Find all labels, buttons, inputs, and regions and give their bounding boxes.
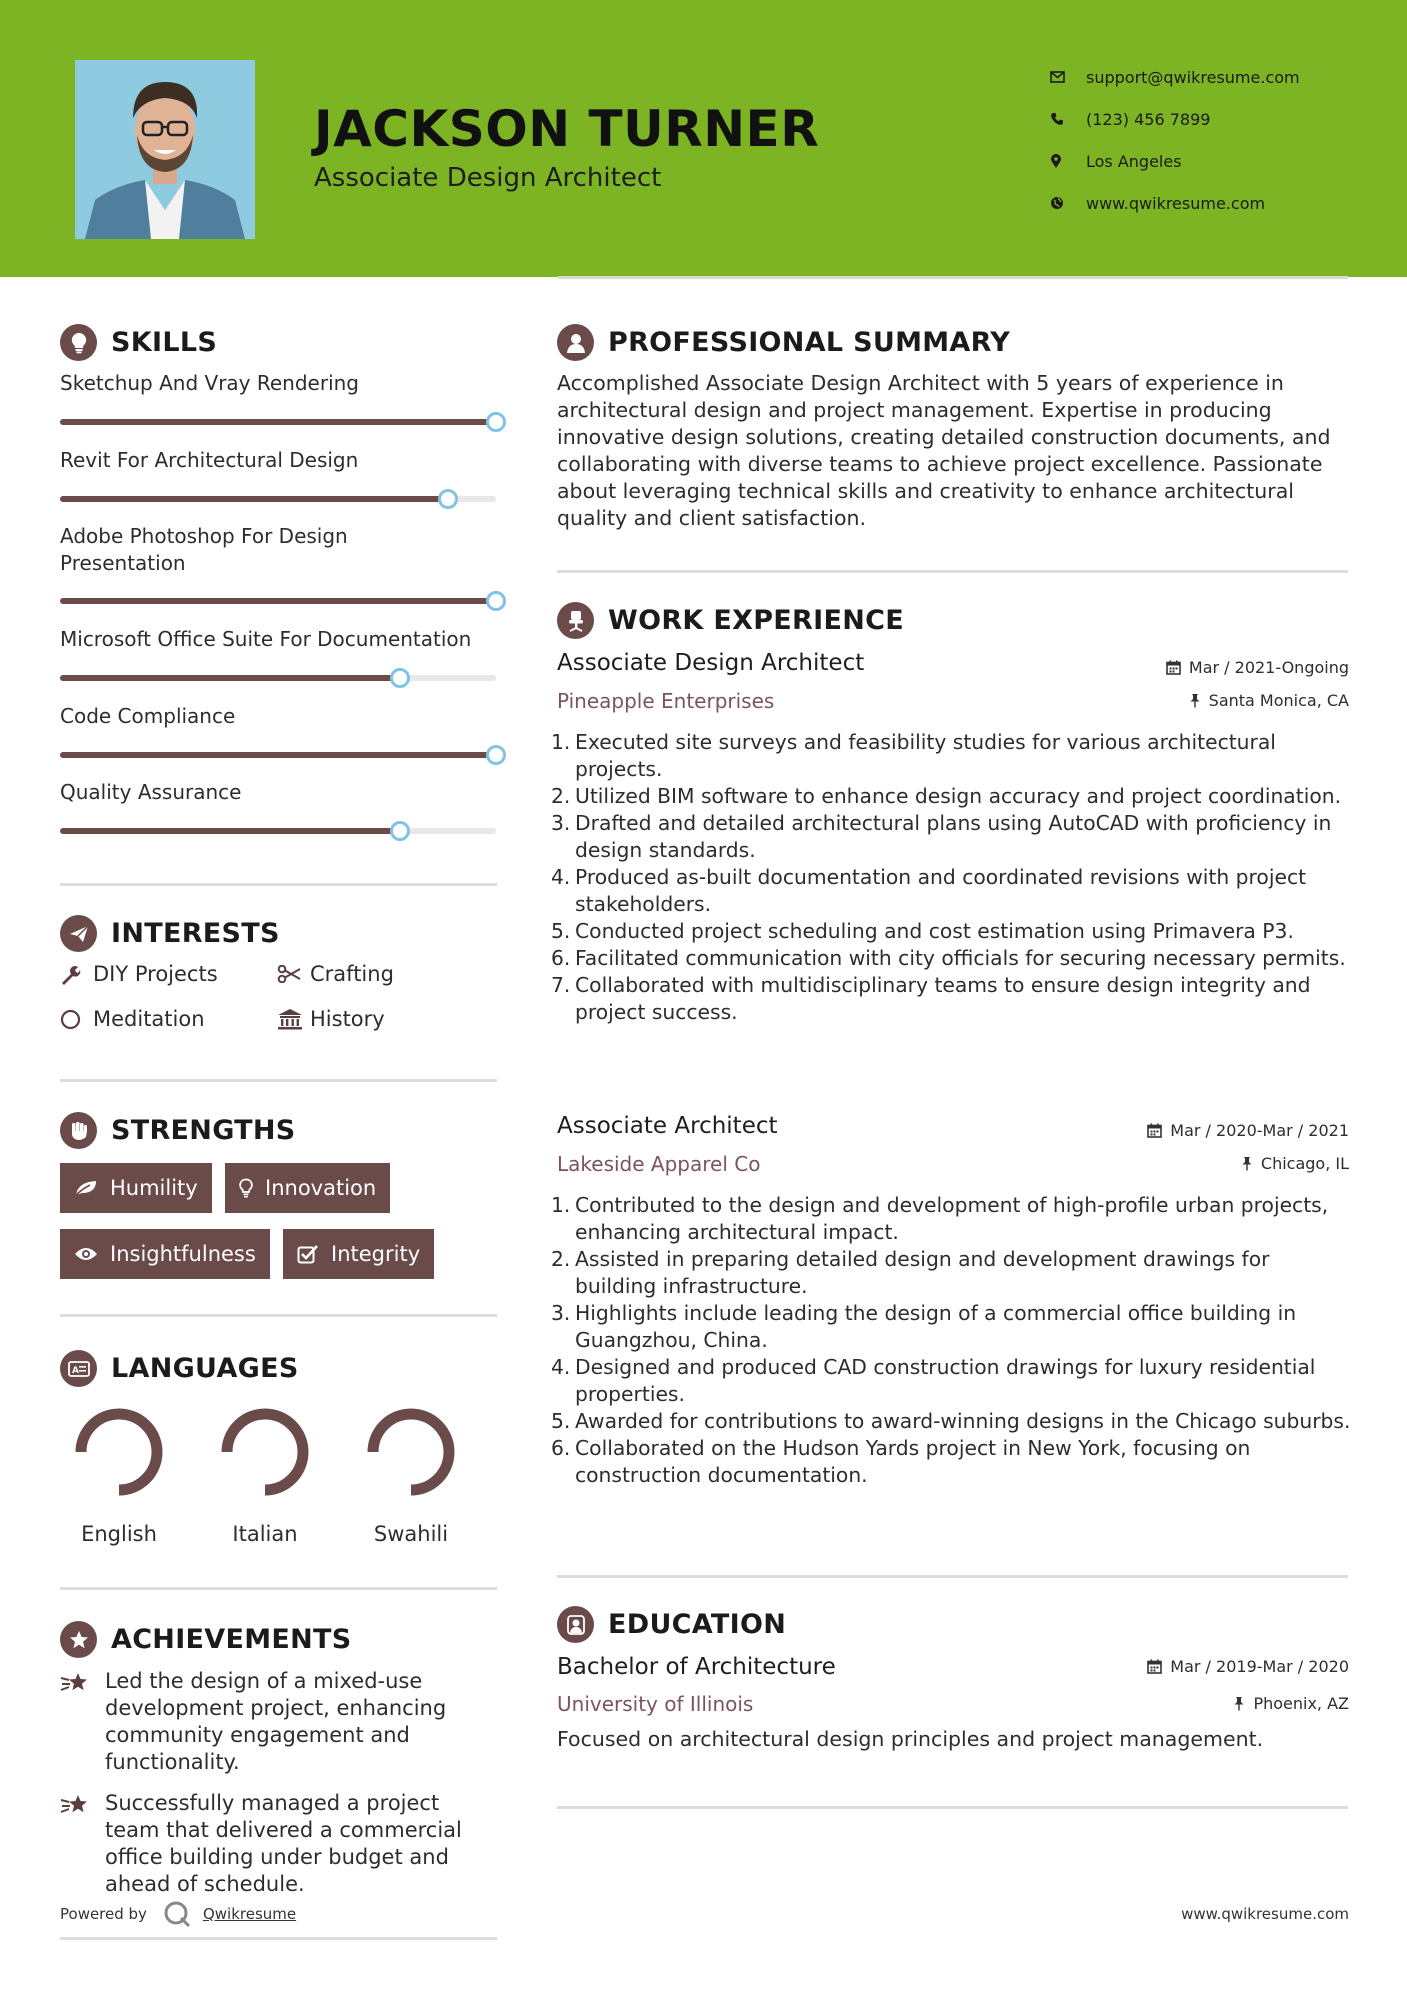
job-title: Associate Architect xyxy=(557,1113,778,1139)
education-location-text: Phoenix, AZ xyxy=(1253,1694,1349,1713)
pushpin-icon xyxy=(1189,693,1201,708)
contact-phone[interactable] xyxy=(1050,98,1300,140)
skill-label: Sketchup And Vray Rendering xyxy=(60,371,360,395)
qwikresume-link[interactable]: Qwikresume xyxy=(202,1905,297,1923)
work-heading xyxy=(557,602,904,639)
achievement-item xyxy=(60,1790,500,1898)
candidate-name: JACKSON TURNER xyxy=(314,100,820,158)
job-bullet: 2. Utilized BIM software to enhance design accuracy and project coordination. xyxy=(551,784,1342,808)
interest-label: Meditation xyxy=(93,1007,205,1031)
footer-url[interactable]: www.qwikresume.com xyxy=(1181,1905,1349,1923)
achievements-heading xyxy=(60,1621,352,1658)
leaf-icon xyxy=(74,1179,98,1197)
interests-heading xyxy=(60,915,280,952)
pushpin-icon xyxy=(1233,1696,1245,1711)
skill-item xyxy=(60,370,496,397)
job-bullet: 3. Highlights include leading the design of a commercial office building in Guangzhou, China. xyxy=(551,1301,1297,1352)
section-divider xyxy=(60,1937,497,1940)
strength-label: Integrity xyxy=(331,1242,421,1266)
achievement-item xyxy=(60,1668,500,1776)
skill-label: Quality Assurance xyxy=(60,780,242,804)
skill-bar xyxy=(60,419,496,425)
strength-label: Humility xyxy=(110,1176,198,1200)
job-date xyxy=(1166,658,1349,677)
section-divider xyxy=(60,1587,497,1590)
map-pin-icon xyxy=(1050,154,1086,169)
job-location xyxy=(1241,1154,1349,1173)
language-label: Swahili xyxy=(373,1522,449,1546)
skill-bar xyxy=(60,675,496,681)
job-location xyxy=(1189,691,1349,710)
language-icon xyxy=(60,1350,97,1387)
skill-item xyxy=(60,779,496,806)
job-date-text: Mar / 2020-Mar / 2021 xyxy=(1170,1121,1349,1140)
skills-title: SKILLS xyxy=(111,327,218,358)
phone-icon xyxy=(1050,112,1086,126)
qwikresume-logo-icon xyxy=(163,1900,191,1928)
eye-icon xyxy=(74,1246,98,1262)
strength-label: Insightfulness xyxy=(110,1242,256,1266)
powered-by xyxy=(60,1900,296,1928)
calendar-icon xyxy=(1147,1123,1162,1138)
contact-website-text: www.qwikresume.com xyxy=(1086,193,1266,213)
contact-list xyxy=(1050,56,1300,224)
interest-label: Crafting xyxy=(310,962,394,986)
achievement-text: Led the design of a mixed-use development project, enhancing community engagement and functionality. xyxy=(105,1669,447,1774)
job-title: Associate Design Architect xyxy=(557,650,865,676)
interest-item xyxy=(277,1007,385,1031)
work-title: WORK EXPERIENCE xyxy=(608,605,904,636)
powered-by-label: Powered by xyxy=(60,1905,147,1923)
strength-tag xyxy=(60,1229,270,1279)
education-date-text: Mar / 2019-Mar / 2020 xyxy=(1170,1657,1349,1676)
section-divider xyxy=(60,1079,497,1082)
skill-item xyxy=(60,626,496,653)
job-bullet: 4. Produced as-built documentation and coordinated revisions with project stakeholders. xyxy=(551,865,1307,916)
resume-header xyxy=(0,0,1407,277)
skill-label: Microsoft Office Suite For Documentation xyxy=(60,627,472,651)
school-name: University of Illinois xyxy=(557,1692,754,1716)
education-date xyxy=(1147,1657,1349,1676)
interest-item xyxy=(277,962,394,986)
language-ring xyxy=(71,1404,167,1500)
contact-email[interactable] xyxy=(1050,56,1300,98)
skill-item xyxy=(60,447,496,474)
job-date-text: Mar / 2021-Ongoing xyxy=(1188,658,1349,677)
profile-photo xyxy=(75,60,255,239)
scissors-icon xyxy=(277,965,310,983)
summary-title: PROFESSIONAL SUMMARY xyxy=(608,327,1011,358)
education-location xyxy=(1233,1694,1349,1713)
job-bullet: 2. Assisted in preparing detailed design and development drawings for building infrastructure. xyxy=(551,1247,1270,1298)
skill-label: Revit For Architectural Design xyxy=(60,448,359,472)
job-location-text: Chicago, IL xyxy=(1260,1154,1349,1173)
skill-item xyxy=(60,523,420,577)
paper-plane-icon xyxy=(60,915,97,952)
language-ring xyxy=(217,1404,313,1500)
section-divider xyxy=(557,1575,1348,1578)
job-bullet: 5. Awarded for contributions to award-winning designs in the Chicago suburbs. xyxy=(551,1409,1351,1433)
job-bullet: 4. Designed and produced CAD construction drawings for luxury residential properties. xyxy=(551,1355,1316,1406)
calendar-icon xyxy=(1166,660,1181,675)
education-title: EDUCATION xyxy=(608,1609,787,1640)
achievements-title: ACHIEVEMENTS xyxy=(111,1624,352,1655)
interests-title: INTERESTS xyxy=(111,918,280,949)
skill-bar xyxy=(60,496,496,502)
section-divider xyxy=(557,1806,1348,1809)
office-chair-icon xyxy=(557,602,594,639)
language-item xyxy=(351,1404,471,1546)
header-divider xyxy=(558,276,1348,279)
skills-heading xyxy=(60,324,217,361)
job-bullet: 6. Facilitated communication with city officials for securing necessary permits. xyxy=(551,946,1346,970)
strength-tag xyxy=(225,1163,390,1213)
education-description: Focused on architectural design principles and project management. xyxy=(557,1727,1264,1751)
language-item xyxy=(205,1404,325,1546)
wrench-icon xyxy=(60,964,93,985)
job-date xyxy=(1147,1121,1349,1140)
skill-label: Code Compliance xyxy=(60,704,236,728)
skill-bar xyxy=(60,598,496,604)
strengths-title: STRENGTHS xyxy=(111,1115,296,1146)
job-company: Pineapple Enterprises xyxy=(557,689,775,713)
globe-icon xyxy=(1050,196,1086,210)
degree-title: Bachelor of Architecture xyxy=(557,1654,836,1680)
summary-text: Accomplished Associate Design Architect with 5 years of experience in architectural design and project management. Expertise in producing innovative design solutions, creating detailed construction documents, and collaborating with diverse teams to achieve project excellence. Passionate about leveraging technical skills and creativity to enhance architectural quality and client satisfaction. xyxy=(557,371,1331,530)
fist-icon xyxy=(60,1112,97,1149)
section-divider xyxy=(60,1314,497,1317)
graduate-icon xyxy=(557,1606,594,1643)
lightbulb-icon xyxy=(239,1178,253,1198)
shooting-star-icon xyxy=(60,1790,105,1898)
language-ring xyxy=(363,1404,459,1500)
strength-tag xyxy=(283,1229,434,1279)
job-bullet: 7. Collaborated with multidisciplinary teams to ensure design integrity and project success. xyxy=(551,973,1311,1024)
contact-phone-text: (123) 456 7899 xyxy=(1086,109,1211,129)
education-heading xyxy=(557,1606,786,1643)
shooting-star-icon xyxy=(60,1668,105,1776)
contact-location xyxy=(1050,140,1300,182)
star-badge-icon xyxy=(60,1621,97,1658)
interest-item xyxy=(60,962,218,986)
svg-text:A: A xyxy=(71,1365,79,1376)
user-icon xyxy=(557,324,594,361)
job-bullets xyxy=(551,729,1352,1026)
contact-location-text: Los Angeles xyxy=(1086,151,1182,171)
skill-bar xyxy=(60,828,496,834)
pushpin-icon xyxy=(1241,1156,1253,1171)
achievement-text: Successfully managed a project team that delivered a commercial office building under budget and ahead of schedule. xyxy=(105,1791,462,1896)
interest-item xyxy=(60,1007,205,1031)
languages-title: LANGUAGES xyxy=(111,1353,299,1384)
candidate-role: Associate Design Architect xyxy=(314,163,662,193)
summary-heading xyxy=(557,324,1010,361)
envelope-icon xyxy=(1050,71,1086,83)
job-bullet: 5. Conducted project scheduling and cost estimation using Primavera P3. xyxy=(551,919,1294,943)
interest-label: DIY Projects xyxy=(93,962,218,986)
job-bullet: 3. Drafted and detailed architectural plans using AutoCAD with proficiency in design standards. xyxy=(551,811,1332,862)
language-label: English xyxy=(81,1522,157,1546)
strength-tag xyxy=(60,1163,212,1213)
language-item xyxy=(59,1404,179,1546)
check-square-icon xyxy=(297,1244,319,1264)
strengths-heading xyxy=(60,1112,296,1149)
calendar-icon xyxy=(1147,1659,1162,1674)
skill-item xyxy=(60,703,496,730)
interest-label: History xyxy=(310,1007,385,1031)
language-label: Italian xyxy=(232,1522,298,1546)
skill-label: Adobe Photoshop For Design Presentation xyxy=(60,524,348,575)
job-bullets xyxy=(551,1192,1352,1489)
job-location-text: Santa Monica, CA xyxy=(1208,691,1349,710)
job-bullet: 1. Executed site surveys and feasibility studies for various architectural projects. xyxy=(551,730,1276,781)
skill-bar xyxy=(60,752,496,758)
contact-website[interactable] xyxy=(1050,182,1300,224)
lightbulb-icon xyxy=(60,324,97,361)
section-divider xyxy=(557,570,1348,573)
job-bullet: 6. Collaborated on the Hudson Yards project in New York, focusing on construction documentation. xyxy=(551,1436,1251,1487)
job-company: Lakeside Apparel Co xyxy=(557,1152,761,1176)
section-divider xyxy=(60,883,497,886)
languages-heading xyxy=(60,1350,299,1387)
museum-icon xyxy=(277,1008,310,1030)
circle-icon xyxy=(60,1009,93,1030)
strength-label: Innovation xyxy=(265,1176,377,1200)
contact-email-text: support@qwikresume.com xyxy=(1086,67,1300,87)
job-bullet: 1. Contributed to the design and development of high-profile urban projects, enhancing architectural impact. xyxy=(551,1193,1329,1244)
